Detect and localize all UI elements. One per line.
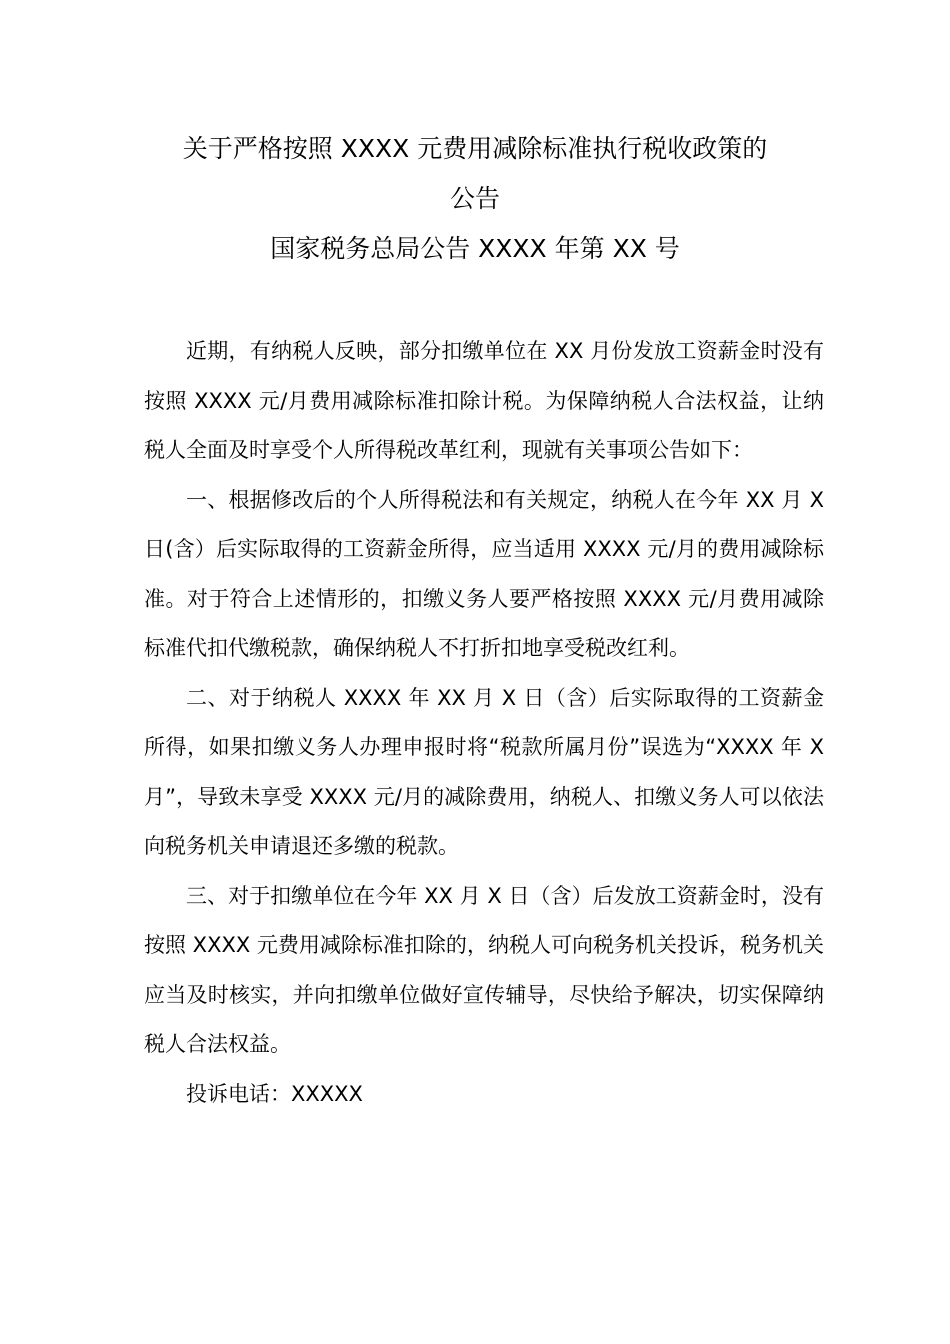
clause-three-paragraph: 三、对于扣缴单位在今年 XX 月 X 日（含）后发放工资薪金时，没有按照 XXXX 元费用减除标准扣除的，纳税人可向税务机关投诉，税务机关应当及时核实，并向扣缴单位做好宣传辅导，尽快给予解决，切实保障纳税人合法权益。 xyxy=(144,883,824,1056)
document-body xyxy=(144,327,824,1119)
announcement-number: 国家税务总局公告 XXXX 年第 XX 号 xyxy=(270,234,680,263)
clause-two-paragraph: 二、对于纳税人 XXXX 年 XX 月 X 日（含）后实际取得的工资薪金所得，如果扣缴义务人办理申报时将“税款所属月份”误选为“XXXX 年 X 月”，导致未享受 XXXX 元/月的减除费用，纳税人、扣缴义务人可以依法向税务机关申请退还多缴的税款。 xyxy=(144,685,824,858)
complaint-phone: 投诉电话：XXXXX xyxy=(186,1081,363,1106)
intro-paragraph: 近期，有纳税人反映，部分扣缴单位在 XX 月份发放工资薪金时没有按照 XXXX 元/月费用减除标准扣除计税。为保障纳税人合法权益，让纳税人全面及时享受个人所得税改革红利，现就有关事项公告如下： xyxy=(144,339,824,462)
document-title-continued: 公告 xyxy=(449,184,500,213)
clause-one-paragraph: 一、根据修改后的个人所得税法和有关规定，纳税人在今年 XX 月 X 日(含）后实际取得的工资薪金所得，应当适用 XXXX 元/月的费用减除标准。对于符合上述情形的，扣缴义务人要严格按照 XXXX 元/月费用减除标准代扣代缴税款，确保纳税人不打折扣地享受税改红利。 xyxy=(144,487,824,660)
document-title: 关于严格按照 XXXX 元费用减除标准执行税收政策的 xyxy=(182,134,768,163)
